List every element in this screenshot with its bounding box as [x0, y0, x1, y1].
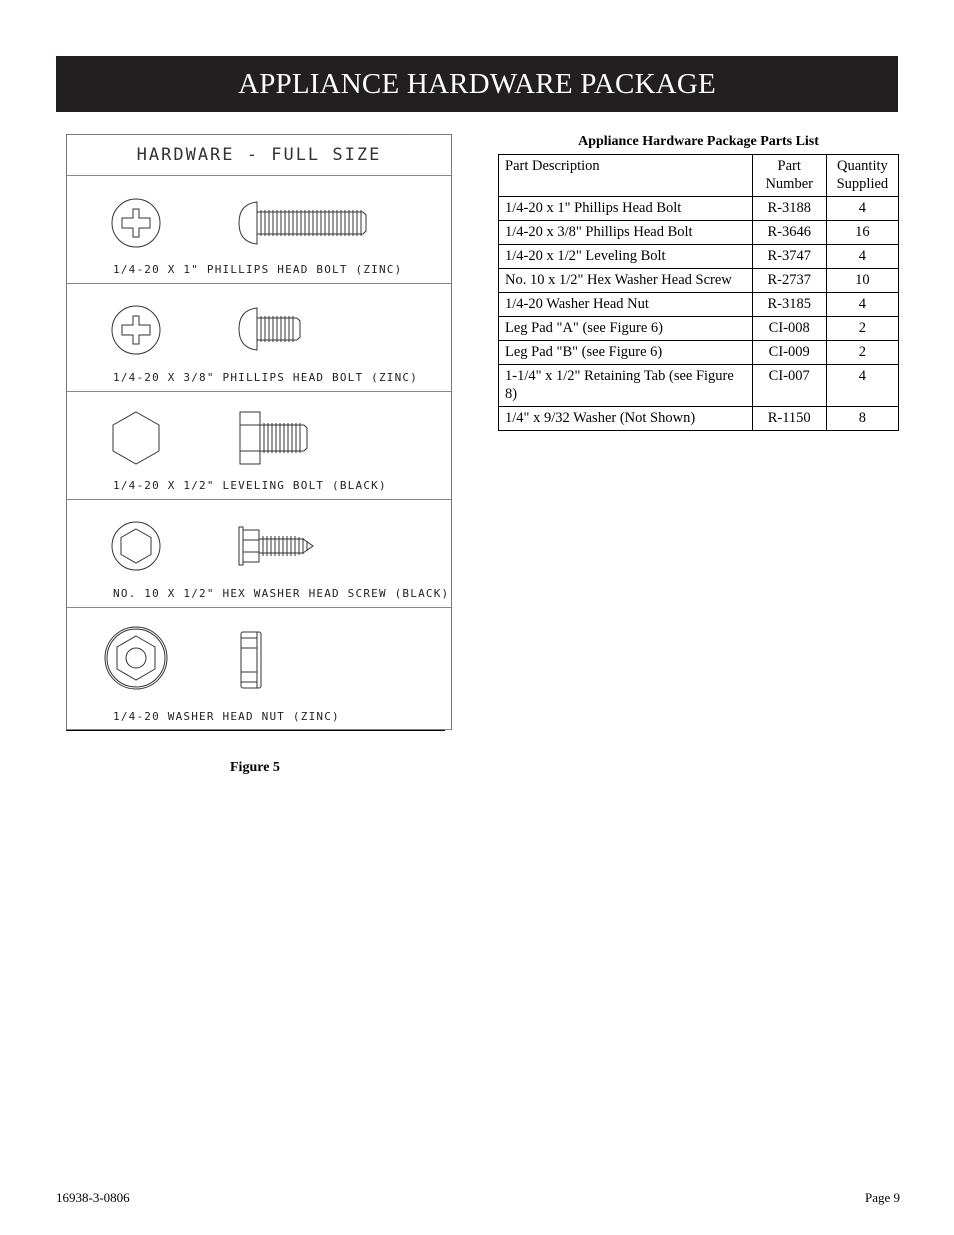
table-row	[499, 245, 899, 269]
part-quantity: 16	[826, 221, 898, 245]
hardware-caption: 1/4-20 WASHER HEAD NUT (ZINC)	[113, 710, 340, 723]
document-number: 16938-3-0806	[56, 1190, 130, 1205]
part-quantity: 4	[826, 293, 898, 317]
part-description: Leg Pad "B" (see Figure 6)	[499, 341, 753, 365]
part-quantity: 10	[826, 269, 898, 293]
figure-title: HARDWARE - FULL SIZE	[67, 135, 451, 176]
table-row	[499, 341, 899, 365]
part-number: R-3185	[752, 293, 826, 317]
hardware-caption: NO. 10 X 1/2" HEX WASHER HEAD SCREW (BLACK)	[113, 587, 450, 600]
hardware-item	[67, 500, 451, 608]
hardware-caption: 1/4-20 X 1/2" LEVELING BOLT (BLACK)	[113, 479, 387, 492]
part-number: CI-008	[752, 317, 826, 341]
parts-list-table	[498, 154, 899, 431]
part-description: 1/4-20 x 3/8" Phillips Head Bolt	[499, 221, 753, 245]
table-row	[499, 407, 899, 431]
column-header-part-number: Part Number	[752, 155, 826, 197]
part-quantity: 8	[826, 407, 898, 431]
part-number: CI-009	[752, 341, 826, 365]
part-description: 1/4" x 9/32 Washer (Not Shown)	[499, 407, 753, 431]
table-row	[499, 197, 899, 221]
part-number: CI-007	[752, 365, 826, 407]
part-description: 1/4-20 x 1" Phillips Head Bolt	[499, 197, 753, 221]
hardware-item	[67, 608, 451, 730]
section-header	[56, 56, 898, 112]
part-quantity: 4	[826, 365, 898, 407]
part-number: R-3747	[752, 245, 826, 269]
part-number: R-3188	[752, 197, 826, 221]
part-quantity: 2	[826, 341, 898, 365]
table-row	[499, 293, 899, 317]
part-description: 1/4-20 Washer Head Nut	[499, 293, 753, 317]
part-description: Leg Pad "A" (see Figure 6)	[499, 317, 753, 341]
part-description: 1/4-20 x 1/2" Leveling Bolt	[499, 245, 753, 269]
table-row	[499, 221, 899, 245]
part-quantity: 2	[826, 317, 898, 341]
table-row	[499, 317, 899, 341]
part-quantity: 4	[826, 245, 898, 269]
part-number: R-3646	[752, 221, 826, 245]
part-number: R-2737	[752, 269, 826, 293]
section-title: APPLIANCE HARDWARE PACKAGE	[238, 67, 716, 100]
part-description: No. 10 x 1/2" Hex Washer Head Screw	[499, 269, 753, 293]
parts-list-title: Appliance Hardware Package Parts List	[578, 134, 819, 149]
part-quantity: 4	[826, 197, 898, 221]
page-number: Page 9	[864, 1190, 900, 1205]
hardware-item	[67, 392, 451, 500]
part-description: 1-1/4" x 1/2" Retaining Tab (see Figure 8)	[499, 365, 753, 407]
table-header-row	[499, 155, 899, 197]
column-header-quantity: Quantity Supplied	[826, 155, 898, 197]
hardware-item	[67, 176, 451, 284]
table-row	[499, 269, 899, 293]
figure-bottom-rule	[66, 730, 445, 731]
hardware-item	[67, 284, 451, 392]
part-number: R-1150	[752, 407, 826, 431]
hardware-figure	[66, 134, 452, 730]
hardware-caption: 1/4-20 X 1" PHILLIPS HEAD BOLT (ZINC)	[113, 263, 403, 276]
column-header-description: Part Description	[499, 155, 753, 197]
figure-label: Figure 5	[230, 760, 280, 775]
table-row	[499, 365, 899, 407]
hardware-caption: 1/4-20 X 3/8" PHILLIPS HEAD BOLT (ZINC)	[113, 371, 419, 384]
